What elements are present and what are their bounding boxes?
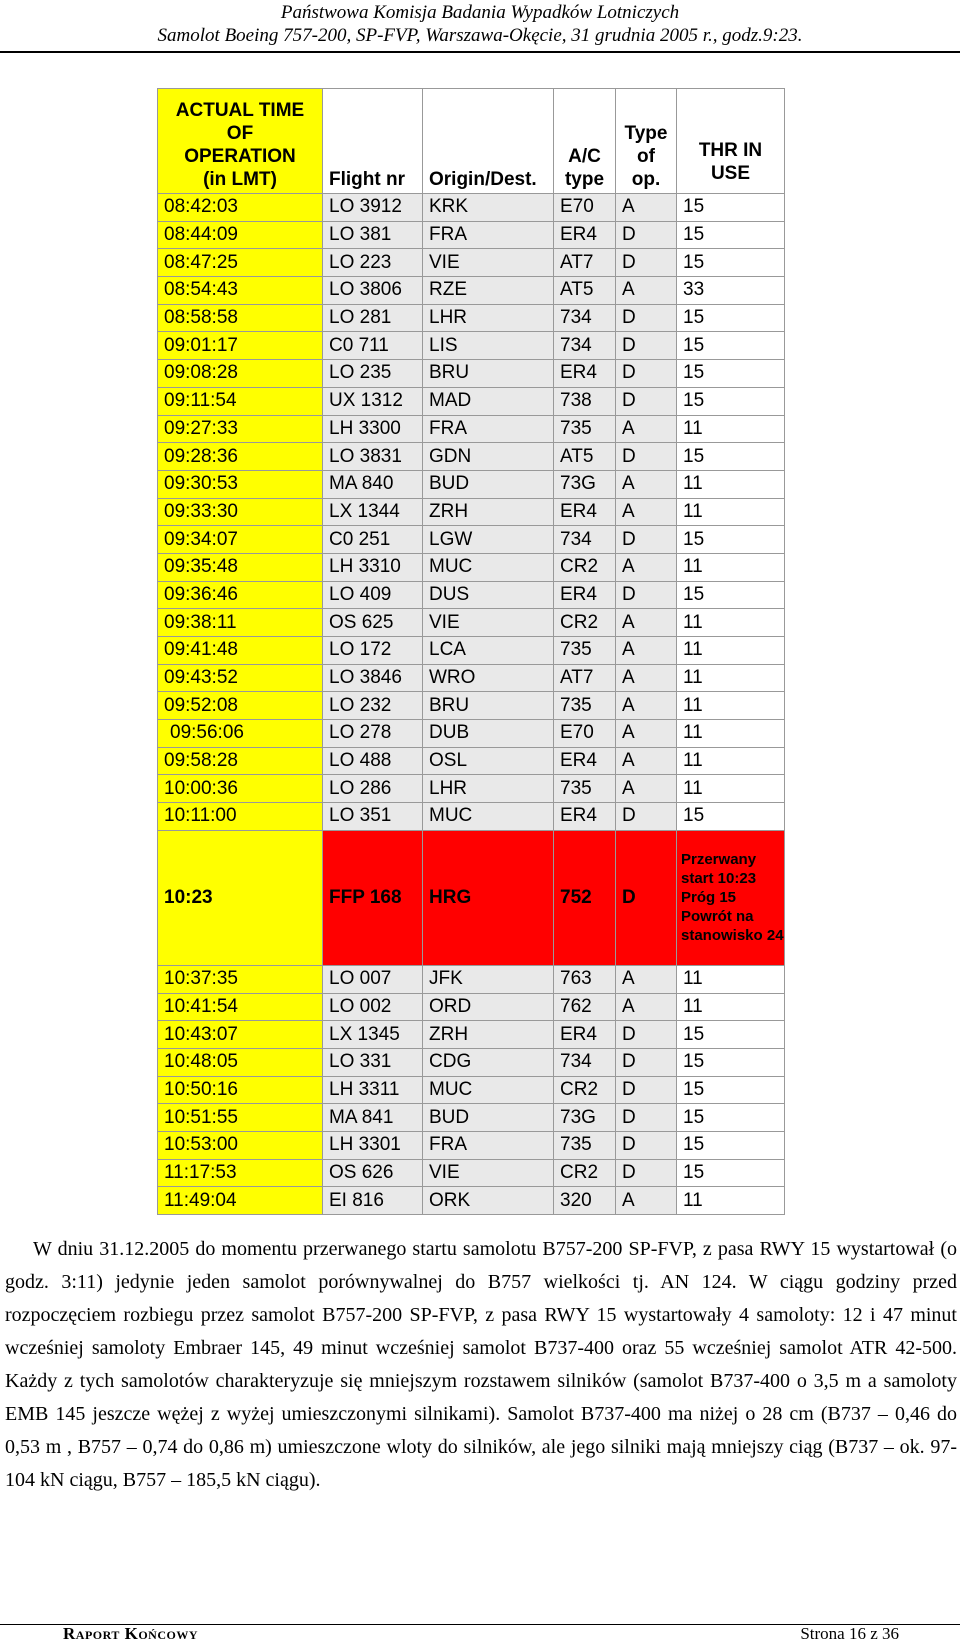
origin-cell: BRU bbox=[423, 692, 554, 720]
table-row bbox=[158, 609, 785, 637]
thr-cell: 11 bbox=[677, 498, 785, 526]
ac-type-cell: AT5 bbox=[554, 277, 616, 305]
ac-type-cell: 734 bbox=[554, 526, 616, 554]
thr-cell: 11 bbox=[677, 664, 785, 692]
incident-ac-type-cell: 752 bbox=[554, 830, 616, 965]
origin-cell: VIE bbox=[423, 609, 554, 637]
header-line-thr: USE bbox=[710, 163, 751, 184]
thr-cell: 11 bbox=[677, 747, 785, 775]
origin-cell: OSL bbox=[423, 747, 554, 775]
flight-cell: LH 3310 bbox=[323, 553, 423, 581]
time-cell: 09:36:46 bbox=[158, 581, 323, 609]
op-type-cell: D bbox=[616, 1159, 677, 1187]
ac-type-cell: ER4 bbox=[554, 498, 616, 526]
flight-cell: LH 3301 bbox=[323, 1131, 423, 1159]
op-type-cell: A bbox=[616, 747, 677, 775]
header-thr bbox=[677, 89, 785, 194]
time-cell: 10:51:55 bbox=[158, 1104, 323, 1132]
flight-cell: LO 007 bbox=[323, 965, 423, 993]
table-row bbox=[158, 332, 785, 360]
thr-cell: 15 bbox=[677, 194, 785, 222]
origin-cell: CDG bbox=[423, 1048, 554, 1076]
op-type-cell: D bbox=[616, 360, 677, 388]
header-divider bbox=[0, 51, 960, 53]
origin-cell: ZRH bbox=[423, 498, 554, 526]
time-cell: 09:33:30 bbox=[158, 498, 323, 526]
thr-cell: 15 bbox=[677, 526, 785, 554]
op-type-cell: A bbox=[616, 277, 677, 305]
time-cell: 10:53:00 bbox=[158, 1131, 323, 1159]
incident-time-cell: 10:23 bbox=[158, 830, 323, 965]
ac-type-cell: 734 bbox=[554, 332, 616, 360]
time-cell: 09:52:08 bbox=[158, 692, 323, 720]
flight-cell: LO 232 bbox=[323, 692, 423, 720]
op-type-cell: D bbox=[616, 526, 677, 554]
header-line-type: op. bbox=[631, 169, 661, 190]
thr-cell: 11 bbox=[677, 609, 785, 637]
time-cell: 09:56:06 bbox=[158, 720, 323, 748]
origin-cell: BUD bbox=[423, 1104, 554, 1132]
op-type-cell: A bbox=[616, 692, 677, 720]
ac-type-cell: ER4 bbox=[554, 747, 616, 775]
table-row bbox=[158, 415, 785, 443]
header-time bbox=[158, 89, 323, 194]
op-type-cell: A bbox=[616, 415, 677, 443]
thr-cell: 11 bbox=[677, 720, 785, 748]
origin-cell: FRA bbox=[423, 415, 554, 443]
origin-cell: GDN bbox=[423, 443, 554, 471]
header-line-time: OF bbox=[226, 123, 254, 144]
flight-cell: LO 235 bbox=[323, 360, 423, 388]
op-type-cell: A bbox=[616, 775, 677, 803]
time-cell: 10:48:05 bbox=[158, 1048, 323, 1076]
paragraph-text: W dniu 31.12.2005 do momentu przerwanego startu samolotu B757-200 SP-FVP, z pasa RWY 15 wystartował (o godz. 3:11) jedynie jeden samolot porównywalnej do B757 wielkości tj. AN 124. W ciągu godziny przed rozpoczęciem rozbiegu przez samolot B757-200 SP-FVP, z pasa RWY 15 wystartowały 4 samoloty: 12 i 47 minut wcześniej samoloty Embraer 145, 49 minut wcześniej samolot B737-400 oraz 55 wcześniej samolot ATR 42-500. Każdy z tych samolotów charakteryzuje się mniejszym rozstawem silników (samolot B737-400 o 3,5 m a samoloty EMB 145 jeszcze wężej z wyżej umieszczonymi silnikami). Samolot B737-400 ma niżej o 28 cm (B737 – 0,46 do 0,53 m , B757 – 0,74 do 0,86 m) umieszczone wloty do silników, ale jego silniki mają mniejszy ciąg (B737 – ok. 97-104 kN ciągu, B757 – 185,5 kN ciągu). bbox=[5, 1238, 957, 1491]
origin-cell: FRA bbox=[423, 1131, 554, 1159]
thr-cell: 11 bbox=[677, 1187, 785, 1215]
ac-type-cell: 738 bbox=[554, 387, 616, 415]
thr-cell: 15 bbox=[677, 1131, 785, 1159]
op-type-cell: A bbox=[616, 1187, 677, 1215]
flight-cell: MA 841 bbox=[323, 1104, 423, 1132]
table-row bbox=[158, 803, 785, 831]
ac-type-cell: CR2 bbox=[554, 1159, 616, 1187]
ac-type-cell: 735 bbox=[554, 775, 616, 803]
ac-type-cell: AT7 bbox=[554, 249, 616, 277]
origin-cell: ORK bbox=[423, 1187, 554, 1215]
op-type-cell: D bbox=[616, 221, 677, 249]
ac-type-cell: ER4 bbox=[554, 221, 616, 249]
table-row bbox=[158, 498, 785, 526]
time-cell: 08:44:09 bbox=[158, 221, 323, 249]
table-row bbox=[158, 1021, 785, 1049]
ac-type-cell: 73G bbox=[554, 1104, 616, 1132]
op-type-cell: D bbox=[616, 803, 677, 831]
table-row bbox=[158, 1048, 785, 1076]
time-cell: 09:30:53 bbox=[158, 470, 323, 498]
time-cell: 08:42:03 bbox=[158, 194, 323, 222]
header-incident: Samolot Boeing 757-200, SP-FVP, Warszawa-Okęcie, 31 grudnia 2005 r., godz.9:23. bbox=[157, 25, 803, 46]
flight-cell: UX 1312 bbox=[323, 387, 423, 415]
operations-table bbox=[157, 88, 785, 1215]
time-cell: 09:01:17 bbox=[158, 332, 323, 360]
time-cell: 09:38:11 bbox=[158, 609, 323, 637]
origin-cell: BUD bbox=[423, 470, 554, 498]
origin-cell: FRA bbox=[423, 221, 554, 249]
thr-cell: 15 bbox=[677, 249, 785, 277]
ac-type-cell: AT5 bbox=[554, 443, 616, 471]
time-cell: 09:11:54 bbox=[158, 387, 323, 415]
flight-cell: LO 278 bbox=[323, 720, 423, 748]
table-row bbox=[158, 664, 785, 692]
flight-cell: LO 223 bbox=[323, 249, 423, 277]
ac-type-cell: AT7 bbox=[554, 664, 616, 692]
incident-flight-cell: FFP 168 bbox=[323, 830, 423, 965]
time-cell: 09:43:52 bbox=[158, 664, 323, 692]
flight-cell: LX 1344 bbox=[323, 498, 423, 526]
ac-type-cell: ER4 bbox=[554, 581, 616, 609]
incident-row bbox=[158, 830, 785, 965]
op-type-cell: D bbox=[616, 1048, 677, 1076]
origin-cell: LHR bbox=[423, 304, 554, 332]
op-type-cell: A bbox=[616, 993, 677, 1021]
flight-cell: LO 331 bbox=[323, 1048, 423, 1076]
time-cell: 08:47:25 bbox=[158, 249, 323, 277]
thr-cell: 15 bbox=[677, 803, 785, 831]
header-ac-type bbox=[554, 89, 616, 194]
time-cell: 09:08:28 bbox=[158, 360, 323, 388]
table-row bbox=[158, 1131, 785, 1159]
time-cell: 09:58:28 bbox=[158, 747, 323, 775]
ac-type-cell: CR2 bbox=[554, 553, 616, 581]
ac-type-cell: 735 bbox=[554, 692, 616, 720]
origin-cell: ORD bbox=[423, 993, 554, 1021]
time-cell: 10:41:54 bbox=[158, 993, 323, 1021]
origin-cell: JFK bbox=[423, 965, 554, 993]
ac-type-cell: E70 bbox=[554, 720, 616, 748]
table-row bbox=[158, 360, 785, 388]
op-type-cell: D bbox=[616, 443, 677, 471]
op-type-cell: A bbox=[616, 720, 677, 748]
op-type-cell: D bbox=[616, 387, 677, 415]
flight-cell: LO 3806 bbox=[323, 277, 423, 305]
flight-cell: MA 840 bbox=[323, 470, 423, 498]
flight-cell: C0 251 bbox=[323, 526, 423, 554]
ac-type-cell: 762 bbox=[554, 993, 616, 1021]
ac-type-cell: ER4 bbox=[554, 803, 616, 831]
origin-cell: LGW bbox=[423, 526, 554, 554]
thr-cell: 15 bbox=[677, 1104, 785, 1132]
origin-cell: DUB bbox=[423, 720, 554, 748]
thr-cell: 11 bbox=[677, 470, 785, 498]
thr-cell: 11 bbox=[677, 775, 785, 803]
header-line-type: of bbox=[637, 146, 655, 167]
op-type-cell: D bbox=[616, 304, 677, 332]
origin-cell: KRK bbox=[423, 194, 554, 222]
table-row bbox=[158, 720, 785, 748]
op-type-cell: A bbox=[616, 965, 677, 993]
table-row bbox=[158, 581, 785, 609]
flight-cell: LH 3311 bbox=[323, 1076, 423, 1104]
table-row bbox=[158, 1159, 785, 1187]
flight-cell: LO 488 bbox=[323, 747, 423, 775]
table-row bbox=[158, 1187, 785, 1215]
table-row bbox=[158, 526, 785, 554]
op-type-cell: A bbox=[616, 194, 677, 222]
header-line-thr: THR IN bbox=[698, 140, 763, 161]
op-type-cell: A bbox=[616, 553, 677, 581]
footer-report-title: Raport Końcowy bbox=[63, 1624, 198, 1643]
time-cell: 10:43:07 bbox=[158, 1021, 323, 1049]
flight-cell: LO 3831 bbox=[323, 443, 423, 471]
op-type-cell: D bbox=[616, 1076, 677, 1104]
table-row bbox=[158, 277, 785, 305]
origin-cell: VIE bbox=[423, 249, 554, 277]
incident-op-type-cell: D bbox=[616, 830, 677, 965]
flight-cell: LO 281 bbox=[323, 304, 423, 332]
time-cell: 09:35:48 bbox=[158, 553, 323, 581]
ac-type-cell: 73G bbox=[554, 470, 616, 498]
ac-type-cell: 763 bbox=[554, 965, 616, 993]
flight-cell: LO 286 bbox=[323, 775, 423, 803]
table-row bbox=[158, 387, 785, 415]
time-cell: 09:27:33 bbox=[158, 415, 323, 443]
body-paragraph bbox=[5, 1233, 957, 1497]
origin-cell: MAD bbox=[423, 387, 554, 415]
table-row bbox=[158, 553, 785, 581]
origin-cell: VIE bbox=[423, 1159, 554, 1187]
table-header-row bbox=[158, 89, 785, 194]
header-line-type: Type bbox=[624, 123, 668, 144]
ac-type-cell: 734 bbox=[554, 1048, 616, 1076]
time-cell: 09:28:36 bbox=[158, 443, 323, 471]
table-row bbox=[158, 993, 785, 1021]
thr-cell: 33 bbox=[677, 277, 785, 305]
flight-cell: OS 625 bbox=[323, 609, 423, 637]
origin-cell: LIS bbox=[423, 332, 554, 360]
table-row bbox=[158, 775, 785, 803]
header-line-time: (in LMT) bbox=[203, 169, 277, 190]
origin-cell: MUC bbox=[423, 1076, 554, 1104]
thr-cell: 11 bbox=[677, 415, 785, 443]
table-row bbox=[158, 692, 785, 720]
ac-type-cell: 735 bbox=[554, 1131, 616, 1159]
flight-cell: LO 3912 bbox=[323, 194, 423, 222]
table-row bbox=[158, 304, 785, 332]
time-cell: 10:37:35 bbox=[158, 965, 323, 993]
origin-cell: WRO bbox=[423, 664, 554, 692]
thr-cell: 11 bbox=[677, 965, 785, 993]
header-line-ac: type bbox=[564, 169, 605, 190]
header-op-type bbox=[616, 89, 677, 194]
thr-cell: 15 bbox=[677, 1076, 785, 1104]
origin-cell: DUS bbox=[423, 581, 554, 609]
op-type-cell: A bbox=[616, 470, 677, 498]
thr-cell: 15 bbox=[677, 1048, 785, 1076]
flight-cell: LO 002 bbox=[323, 993, 423, 1021]
ac-type-cell: ER4 bbox=[554, 1021, 616, 1049]
thr-cell: 15 bbox=[677, 387, 785, 415]
table-row bbox=[158, 221, 785, 249]
op-type-cell: D bbox=[616, 1021, 677, 1049]
op-type-cell: D bbox=[616, 581, 677, 609]
thr-cell: 15 bbox=[677, 1021, 785, 1049]
origin-cell: LHR bbox=[423, 775, 554, 803]
table-row bbox=[158, 443, 785, 471]
table-row bbox=[158, 470, 785, 498]
ac-type-cell: E70 bbox=[554, 194, 616, 222]
op-type-cell: A bbox=[616, 664, 677, 692]
flight-cell: LX 1345 bbox=[323, 1021, 423, 1049]
table-row bbox=[158, 1076, 785, 1104]
table-row bbox=[158, 747, 785, 775]
origin-cell: MUC bbox=[423, 803, 554, 831]
flight-cell: LO 409 bbox=[323, 581, 423, 609]
flight-cell: OS 626 bbox=[323, 1159, 423, 1187]
header-line-time: ACTUAL TIME bbox=[175, 100, 305, 121]
op-type-cell: D bbox=[616, 249, 677, 277]
header-origin bbox=[423, 89, 554, 194]
table-row bbox=[158, 1104, 785, 1132]
flight-cell: LO 351 bbox=[323, 803, 423, 831]
origin-cell: MUC bbox=[423, 553, 554, 581]
op-type-cell: A bbox=[616, 609, 677, 637]
op-type-cell: A bbox=[616, 498, 677, 526]
flight-cell: LO 3846 bbox=[323, 664, 423, 692]
ac-type-cell: ER4 bbox=[554, 360, 616, 388]
flight-cell: C0 711 bbox=[323, 332, 423, 360]
time-cell: 11:17:53 bbox=[158, 1159, 323, 1187]
table-row bbox=[158, 194, 785, 222]
thr-cell: 11 bbox=[677, 993, 785, 1021]
table-row bbox=[158, 965, 785, 993]
origin-cell: ZRH bbox=[423, 1021, 554, 1049]
header-flight bbox=[323, 89, 423, 194]
flight-cell: LO 381 bbox=[323, 221, 423, 249]
footer-page-number: Strona 16 z 36 bbox=[800, 1624, 899, 1643]
ac-type-cell: 735 bbox=[554, 415, 616, 443]
header-commission: Państwowa Komisja Badania Wypadków Lotniczych bbox=[280, 2, 680, 23]
thr-cell: 11 bbox=[677, 692, 785, 720]
thr-cell: 15 bbox=[677, 443, 785, 471]
thr-cell: 15 bbox=[677, 1159, 785, 1187]
incident-thr-cell: Przerwany start 10:23 Próg 15 Powrót na stanowisko 24 bbox=[677, 830, 785, 965]
table-row bbox=[158, 637, 785, 665]
time-cell: 10:50:16 bbox=[158, 1076, 323, 1104]
time-cell: 10:00:36 bbox=[158, 775, 323, 803]
header-line-ac: A/C bbox=[568, 146, 601, 167]
op-type-cell: D bbox=[616, 1104, 677, 1132]
time-cell: 08:58:58 bbox=[158, 304, 323, 332]
table-row bbox=[158, 249, 785, 277]
time-cell: 10:11:00 bbox=[158, 803, 323, 831]
origin-cell: BRU bbox=[423, 360, 554, 388]
flight-cell: LO 172 bbox=[323, 637, 423, 665]
ac-type-cell: 320 bbox=[554, 1187, 616, 1215]
time-cell: 11:49:04 bbox=[158, 1187, 323, 1215]
time-cell: 08:54:43 bbox=[158, 277, 323, 305]
ac-type-cell: 735 bbox=[554, 637, 616, 665]
thr-cell: 15 bbox=[677, 360, 785, 388]
ac-type-cell: 734 bbox=[554, 304, 616, 332]
flight-cell: LH 3300 bbox=[323, 415, 423, 443]
incident-origin-cell: HRG bbox=[423, 830, 554, 965]
thr-cell: 15 bbox=[677, 332, 785, 360]
op-type-cell: D bbox=[616, 332, 677, 360]
thr-cell: 11 bbox=[677, 637, 785, 665]
thr-cell: 11 bbox=[677, 553, 785, 581]
ac-type-cell: CR2 bbox=[554, 1076, 616, 1104]
time-cell: 09:41:48 bbox=[158, 637, 323, 665]
thr-cell: 15 bbox=[677, 221, 785, 249]
header-line-origin: Origin/Dest. bbox=[429, 169, 537, 190]
flight-cell: EI 816 bbox=[323, 1187, 423, 1215]
origin-cell: RZE bbox=[423, 277, 554, 305]
time-cell: 09:34:07 bbox=[158, 526, 323, 554]
op-type-cell: D bbox=[616, 1131, 677, 1159]
ac-type-cell: CR2 bbox=[554, 609, 616, 637]
thr-cell: 15 bbox=[677, 304, 785, 332]
header-line-flight: Flight nr bbox=[329, 169, 405, 190]
thr-cell: 15 bbox=[677, 581, 785, 609]
op-type-cell: A bbox=[616, 637, 677, 665]
header-line-time: OPERATION bbox=[184, 146, 296, 167]
origin-cell: LCA bbox=[423, 637, 554, 665]
